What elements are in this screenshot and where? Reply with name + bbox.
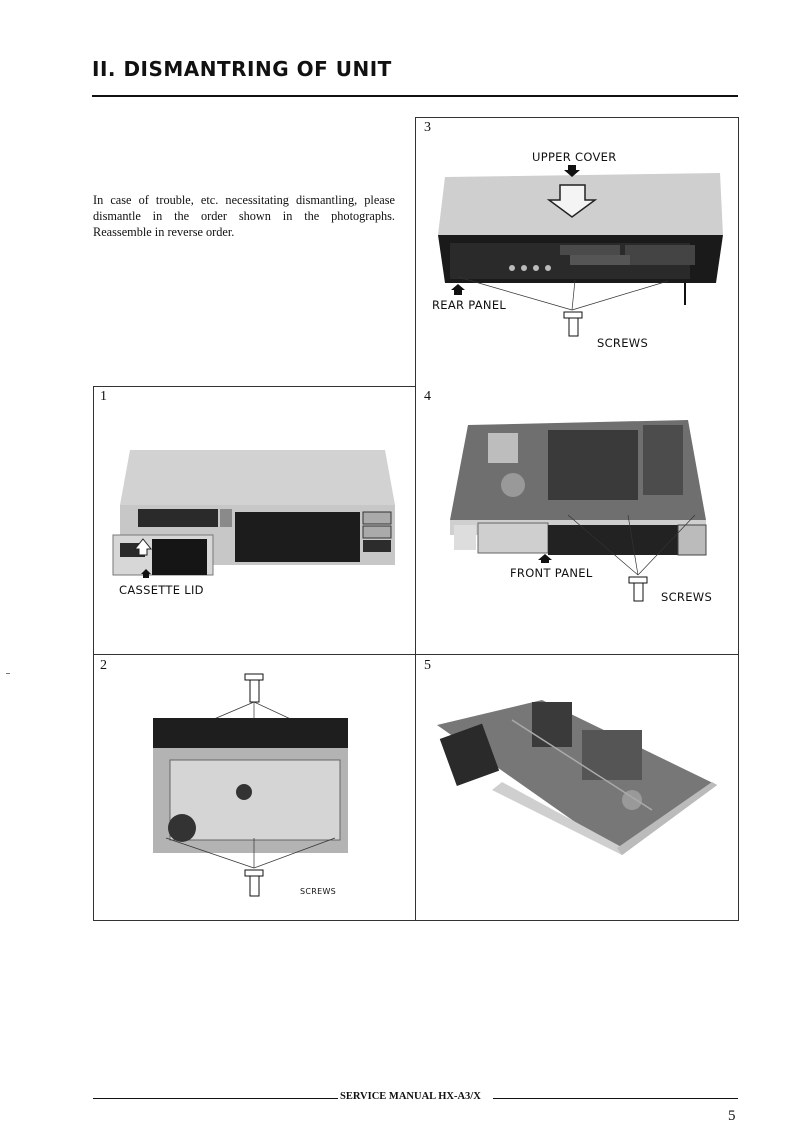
assembly-angle-photo — [432, 690, 722, 865]
title-rule — [92, 95, 738, 97]
panel-number: 5 — [424, 658, 431, 673]
screws-label: SCREWS — [300, 887, 337, 896]
front-panel-label: FRONT PANEL — [510, 566, 593, 580]
footer-title: SERVICE MANUAL HX-A3/X — [340, 1091, 481, 1102]
grid-divider-mid — [93, 654, 738, 655]
bottom-view-photo — [150, 670, 355, 895]
rear-panel-label: REAR PANEL — [432, 298, 507, 312]
margin-mark — [6, 673, 10, 674]
panel-number: 4 — [424, 389, 431, 404]
panel-number: 1 — [100, 389, 107, 404]
footer-rule-right — [493, 1098, 738, 1099]
footer-rule-left — [93, 1098, 338, 1099]
cassette-lid-label: CASSETTE LID — [119, 583, 204, 597]
rear-view-photo — [420, 165, 730, 355]
screws-label: SCREWS — [597, 336, 649, 350]
intro-paragraph: In case of trouble, etc. necessitating dismantling, please dismantle in the order shown in the photographs. Reassemble in reverse order. — [93, 193, 395, 240]
panel-number: 2 — [100, 658, 107, 673]
upper-cover-label: UPPER COVER — [532, 150, 617, 164]
panel-number: 3 — [424, 120, 431, 135]
front-view-photo — [110, 445, 400, 580]
page-title: II. DISMANTRING OF UNIT — [92, 57, 392, 81]
screws-label: SCREWS — [661, 590, 713, 604]
page-number: 5 — [728, 1108, 736, 1124]
